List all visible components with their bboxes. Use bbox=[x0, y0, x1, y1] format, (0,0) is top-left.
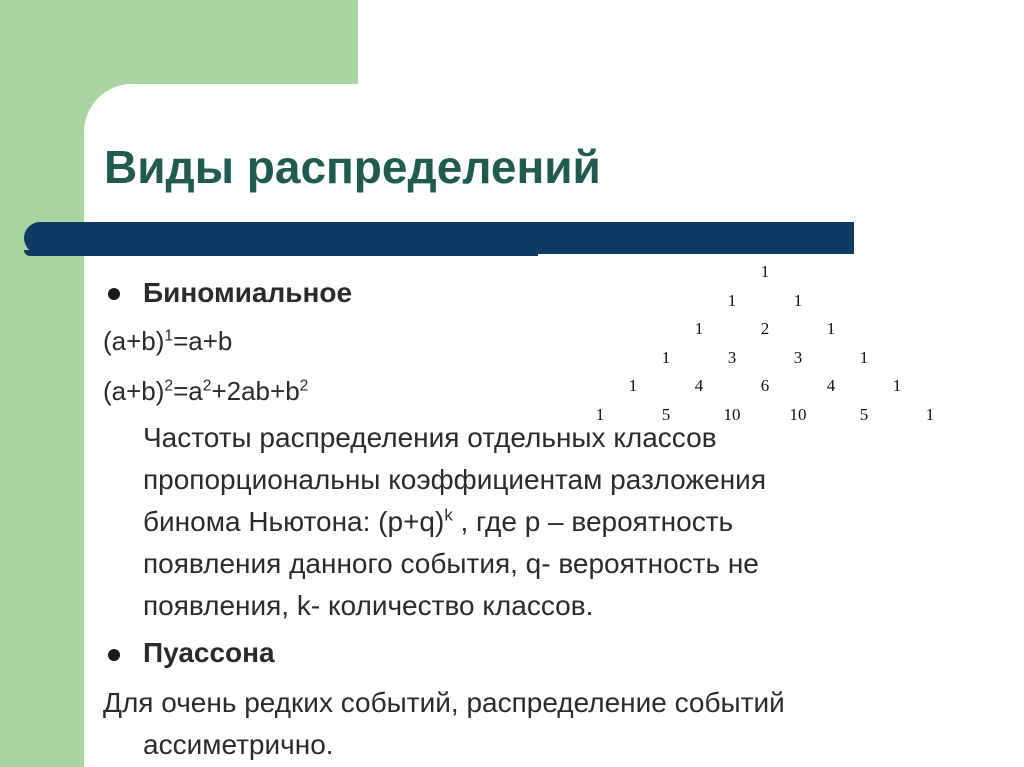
bullet-icon bbox=[108, 649, 120, 661]
pascal-value: 1 bbox=[760, 262, 770, 281]
pascal-value: 3 bbox=[793, 347, 803, 367]
pascal-value: 1 bbox=[595, 404, 605, 424]
pascal-value: 1 bbox=[859, 347, 869, 367]
section-heading-poisson: Пуассона bbox=[143, 637, 275, 668]
binomial-line-1: Частоты распределения отдельных классов bbox=[143, 422, 717, 453]
pascal-value: 5 bbox=[859, 404, 869, 424]
binomial-description bbox=[143, 417, 766, 627]
binomial-line-4: появления данного события, q- вероятность не bbox=[143, 548, 759, 579]
pascal-value: 6 bbox=[760, 376, 770, 395]
pascal-value: 1 bbox=[661, 347, 671, 367]
pascal-value: 1 bbox=[793, 290, 803, 310]
binomial-line-5: появления, k- количество классов. bbox=[143, 590, 594, 621]
pascal-value: 2 bbox=[760, 319, 770, 338]
poisson-line-1: Для очень редких событий, распределение событий bbox=[103, 687, 785, 718]
formula-binomial-2: $(a+b)^2=a^2+2ab+b^2$ bbox=[103, 376, 309, 406]
pascal-value: 10 bbox=[723, 404, 741, 424]
pascal-value: 1 bbox=[727, 290, 737, 310]
title-underline-lip bbox=[24, 250, 538, 256]
pascal-value: 4 bbox=[826, 376, 836, 395]
pascal-value: 4 bbox=[694, 376, 704, 395]
slide-title: Виды распределений bbox=[104, 141, 601, 193]
pascal-value: 3 bbox=[727, 347, 737, 367]
poisson-line-2: ассиметрично. bbox=[143, 729, 334, 760]
section-heading-binomial: Биномиальное bbox=[143, 277, 353, 308]
poisson-description bbox=[103, 682, 785, 766]
binomial-line-2: пропорциональны коэффициентам разложения bbox=[143, 464, 766, 495]
pascal-value: 1 bbox=[892, 376, 902, 395]
binomial-line-3: бинома Ньютона: $(p+q)^k$ , где p – вероятность bbox=[143, 505, 734, 537]
pascal-value: 1 bbox=[925, 404, 935, 424]
formula-binomial-1: $(a+b)^1=a+b$ bbox=[103, 326, 233, 356]
pascal-value: 1 bbox=[826, 319, 836, 338]
pascal-value: 1 bbox=[628, 376, 638, 395]
pascal-value: 1 bbox=[694, 319, 704, 338]
bullet-icon bbox=[108, 288, 120, 300]
pascal-value: 10 bbox=[789, 404, 807, 424]
pascal-value: 5 bbox=[661, 404, 671, 424]
